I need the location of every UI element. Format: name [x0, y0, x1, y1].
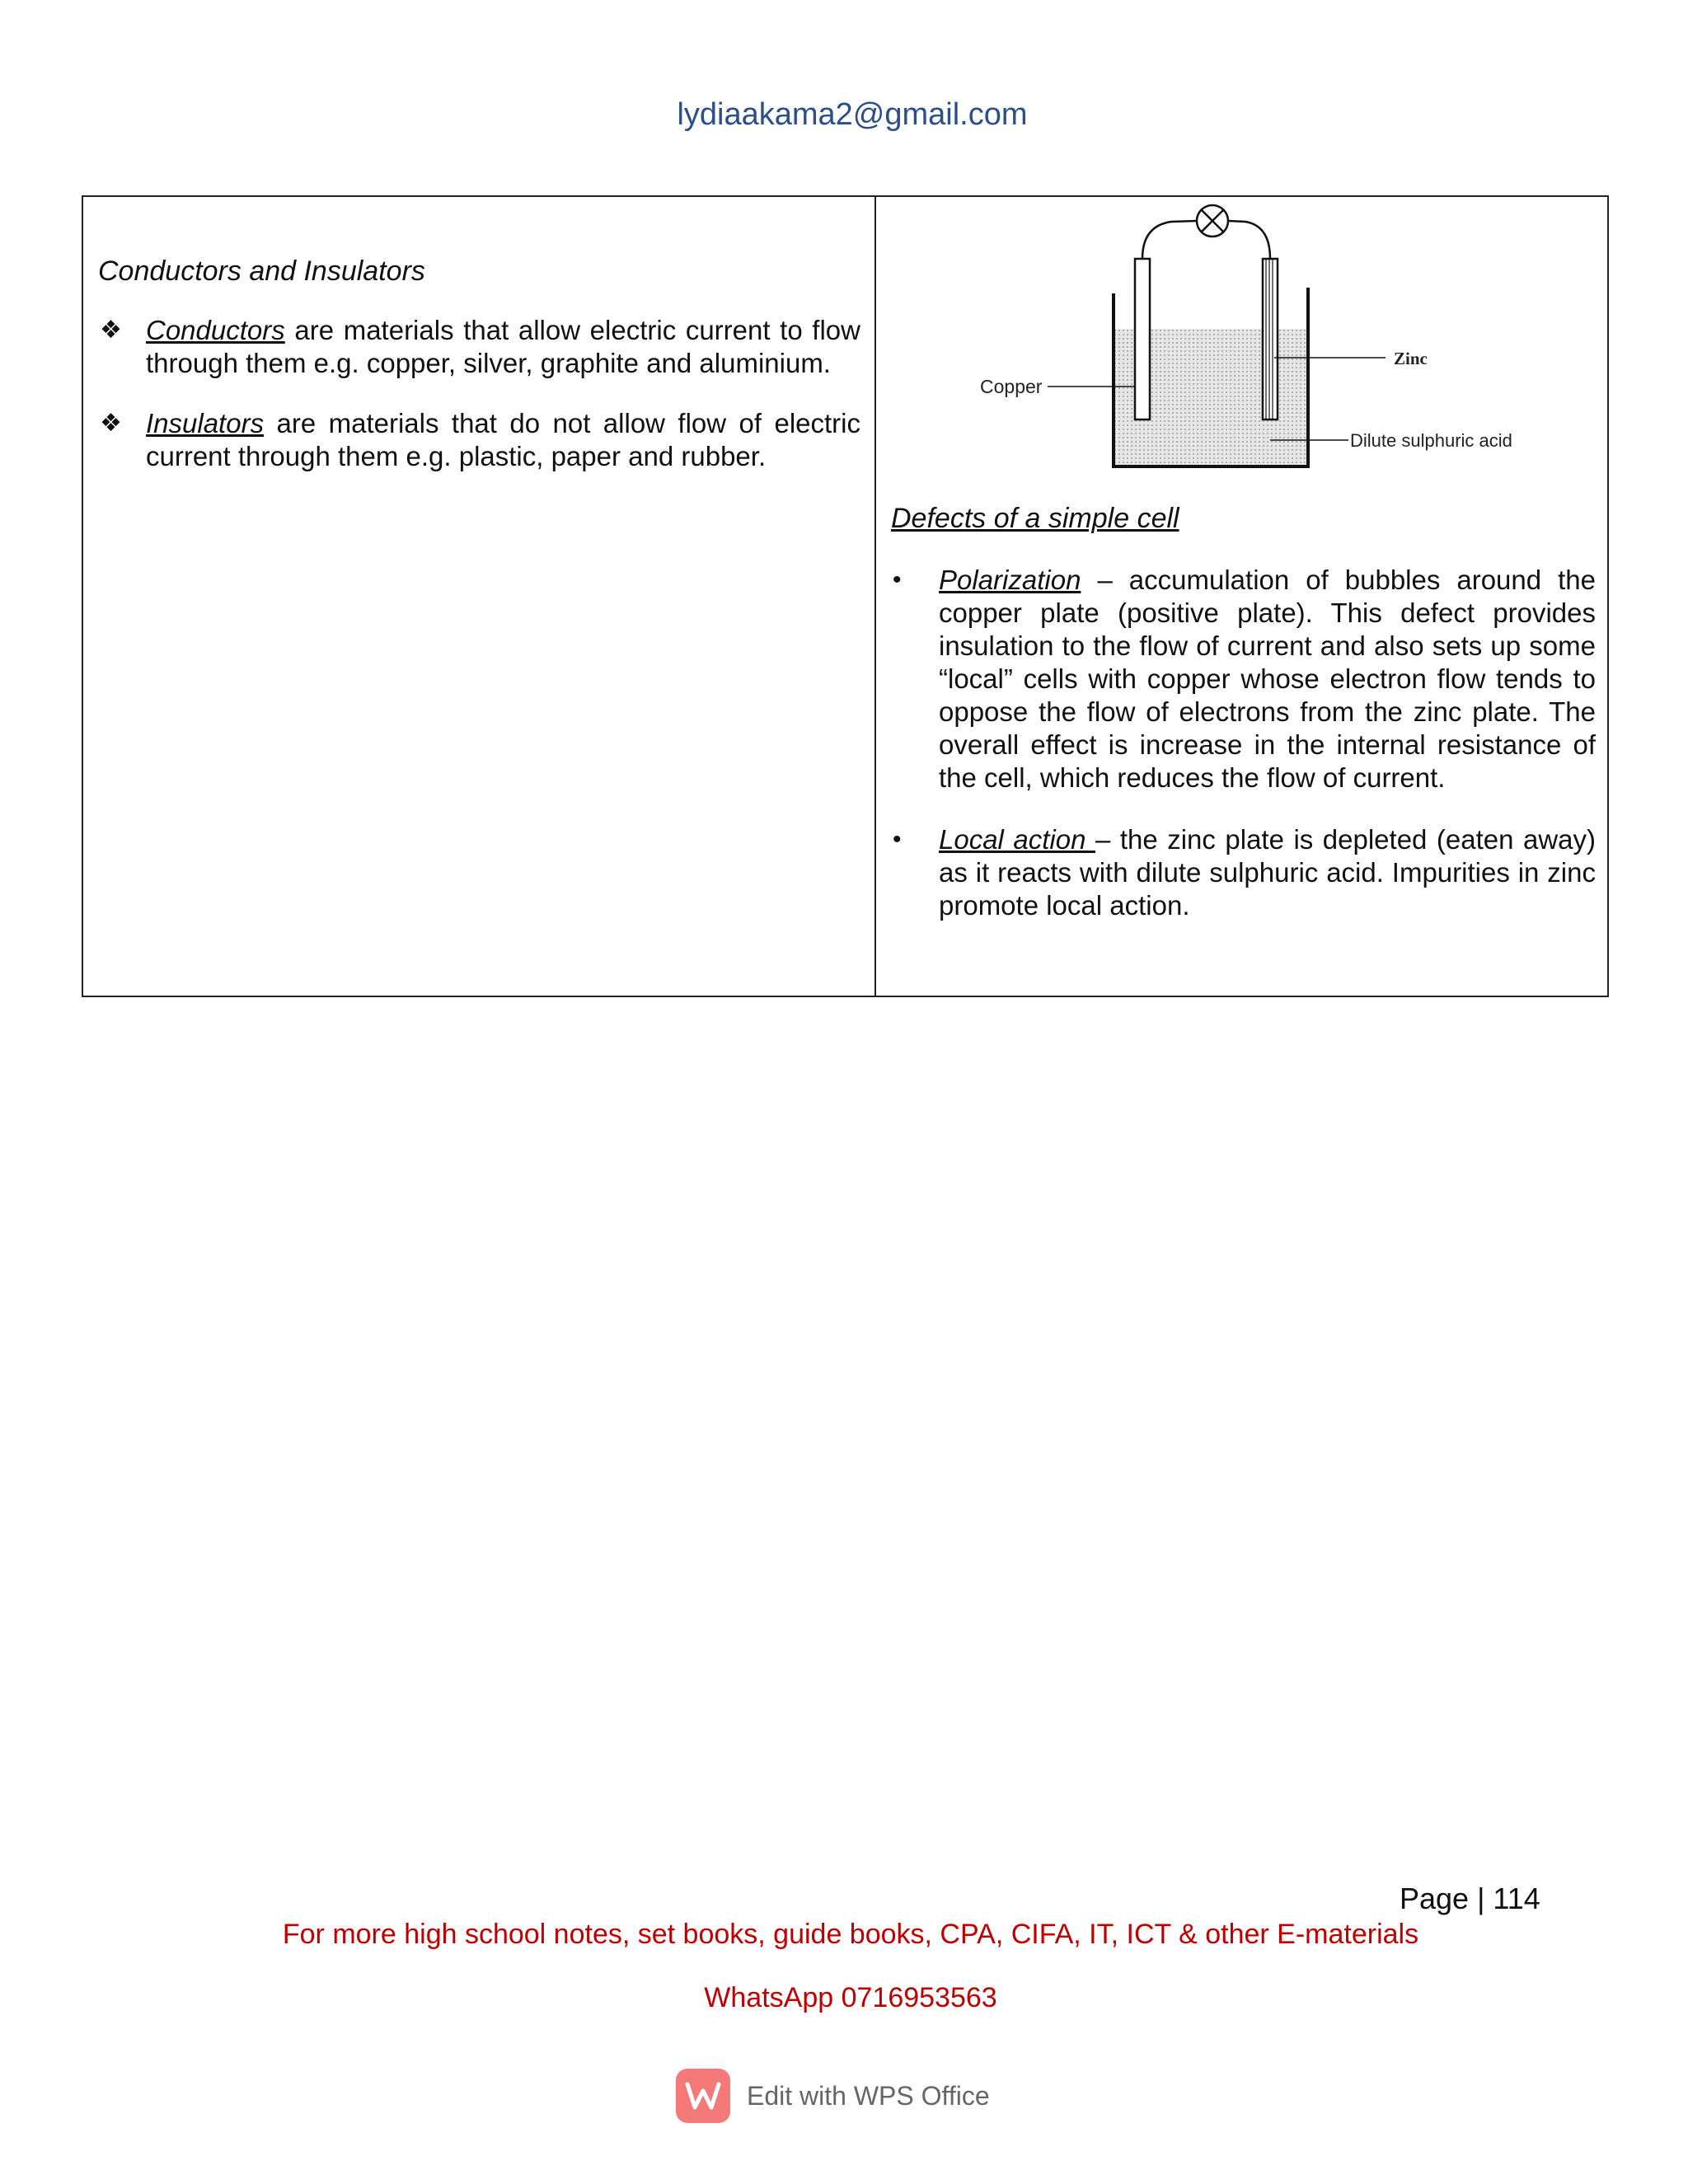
definition-local-action: – the zinc plate is depleted (eaten away) as it reacts with dilute sulphuric acid. Impurities in zinc promote local action.: [939, 824, 1596, 921]
label-zinc: Zinc: [1394, 349, 1428, 368]
promo-line: For more high school notes, set books, guide books, CPA, CIFA, IT, ICT & other E-materials: [282, 1919, 1419, 1950]
definition-polarization: – accumulation of bubbles around the copper plate (positive plate). This defect provides insulation to the flow of current and also sets up some “local” cells with copper whose electron flow tends to oppose the flow of electrons from the zinc plate. The overall effect is increase in the internal resistance of the cell, which reduces the flow of current.: [939, 565, 1596, 793]
term-conductors: Conductors: [146, 315, 285, 345]
list-item-local-action: [891, 823, 1596, 922]
wire-copper: [1142, 221, 1197, 259]
definition-insulators: are materials that do not allow flow of electric current through them e.g. plastic, paper and rubber.: [146, 408, 860, 471]
label-copper: Copper: [980, 376, 1043, 397]
edit-with-wps-button[interactable]: [676, 2069, 990, 2123]
column-divider: [874, 197, 876, 996]
bullet-icon: •: [893, 826, 902, 853]
wps-logo-icon: [676, 2069, 730, 2123]
section-title-conductors: Conductors and Insulators: [98, 255, 425, 287]
diamond-bullet-icon: ❖: [100, 410, 122, 437]
label-acid: Dilute sulphuric acid: [1350, 430, 1512, 451]
right-column: [891, 197, 1596, 922]
section-title-defects: Defects of a simple cell: [891, 503, 1179, 534]
copper-plate: [1135, 259, 1150, 419]
wire-zinc: [1228, 221, 1270, 259]
bullet-icon: •: [893, 566, 902, 593]
term-local-action: Local action: [939, 824, 1095, 855]
header-email: lydiaakama2@gmail.com: [677, 97, 1028, 132]
page-number: Page | 114: [1400, 1882, 1540, 1915]
content-table: [82, 195, 1609, 997]
list-item-polarization: [891, 564, 1596, 794]
simple-cell-figure: [891, 197, 1596, 481]
wps-label: Edit with WPS Office: [747, 2080, 990, 2111]
simple-cell-diagram: [891, 197, 1596, 481]
term-insulators: Insulators: [146, 408, 265, 438]
definition-conductors: are materials that allow electric current to flow through them e.g. copper, silver, graphite and aluminium.: [146, 315, 860, 378]
term-polarization: Polarization: [939, 565, 1081, 595]
left-column: [98, 255, 860, 473]
whatsapp-line: WhatsApp 0716953563: [704, 1982, 997, 2013]
zinc-plate: [1263, 259, 1278, 419]
list-item-insulators: [98, 407, 860, 473]
list-item-conductors: [98, 314, 860, 380]
diamond-bullet-icon: ❖: [100, 316, 122, 344]
